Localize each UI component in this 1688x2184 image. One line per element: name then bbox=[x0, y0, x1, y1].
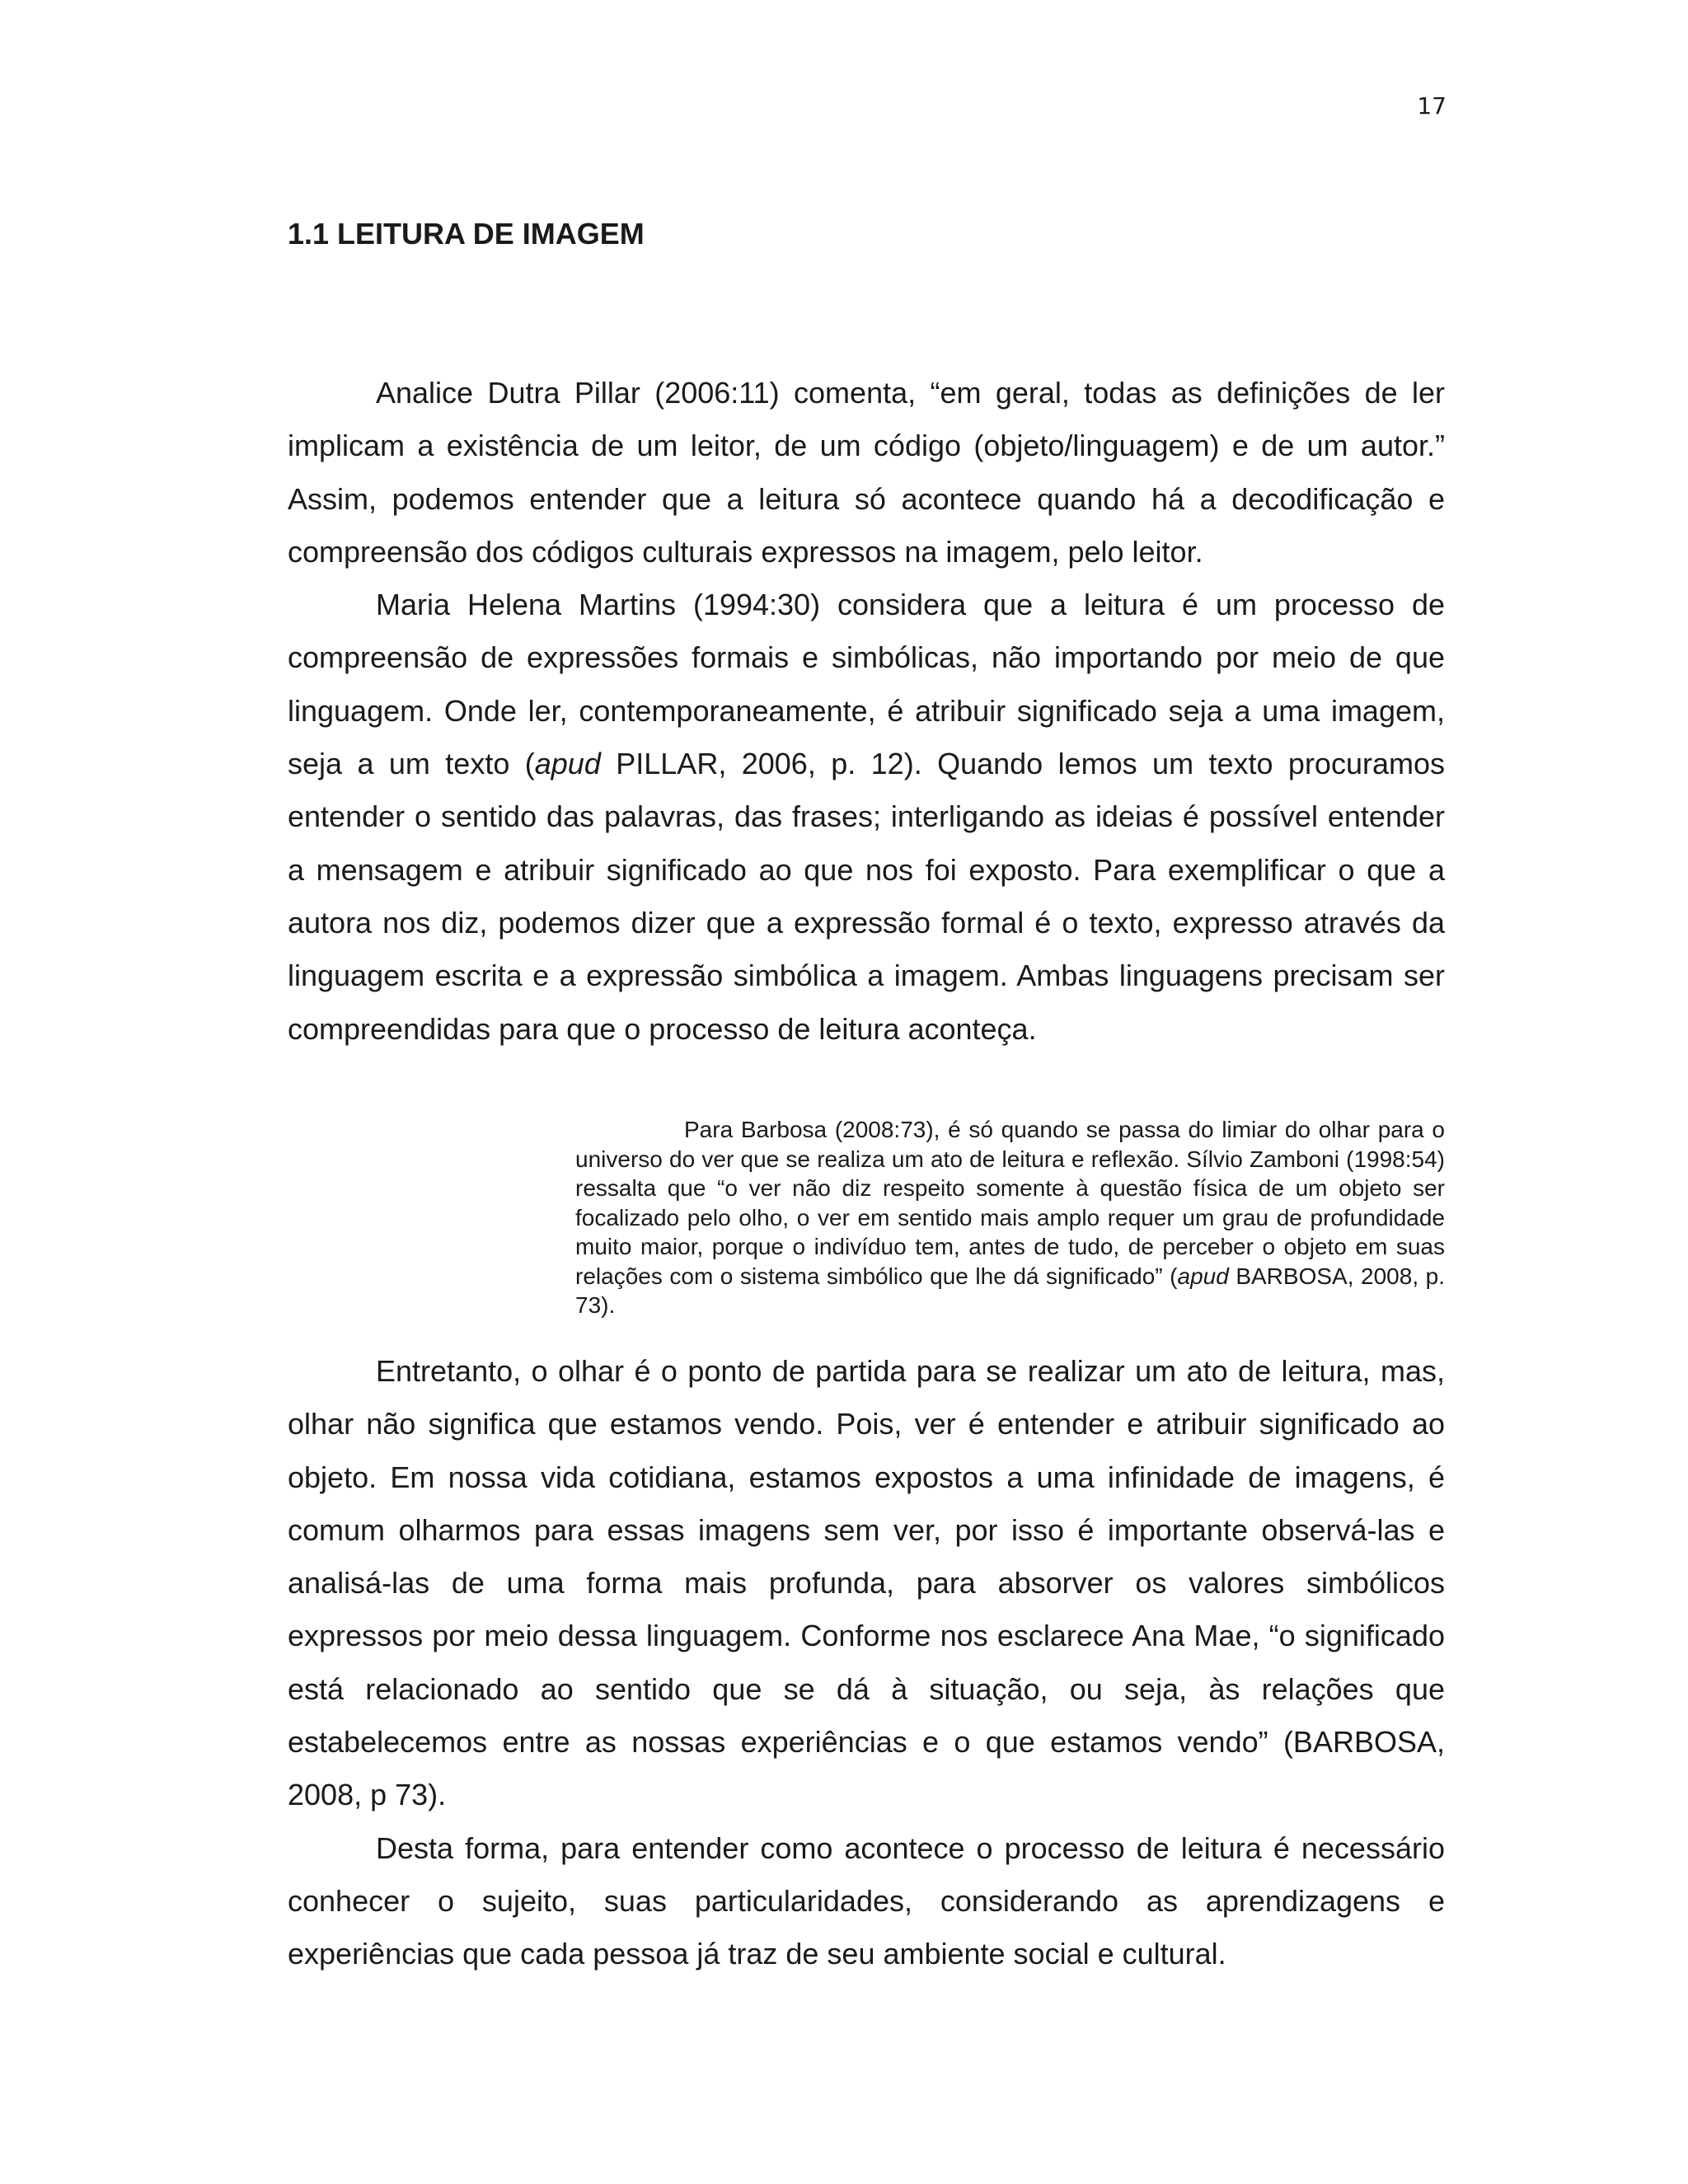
block-quote-text-2: BARBOSA, 2008, p. 73). bbox=[575, 1263, 1445, 1318]
block-quote-italic: apud bbox=[1177, 1263, 1229, 1289]
block-quote-text-1: Para Barbosa (2008:73), é só quando se passa do limiar do olhar para o universo do ver que se realiza um ato de leitura e reflexão. Sílvio Zamboni (1998:54) ressalta que “o ver não diz respeito somente à questão física de um objeto ser focalizado pelo olho, o ver em sentido mais amplo requer um grau de profundidade muito maior, porque o indivíduo tem, antes de tudo, de perceber o objeto em suas relações com o sistema simbólico que lhe dá significado” ( bbox=[575, 1117, 1445, 1289]
paragraph-martins-text-2: PILLAR, 2006, p. 12). Quando lemos um texto procuramos entender o sentido das palavras, das frases; interligando as ideias é possível entender a mensagem e atribuir significado ao que nos foi exposto. Para exemplificar o que a autora nos diz, podemos dizer que a expressão formal é o texto, expresso através da linguagem escrita e a expressão simbólica a imagem. Ambas linguagens precisam ser compreendidas para que o processo de leitura aconteça. bbox=[288, 747, 1445, 1046]
paragraph-martins-text-1: Maria Helena Martins (1994:30) considera que a leitura é um processo de compreensão de expressões formais e simbólicas, não importando por meio de que linguagem. Onde ler, contemporaneamente, é atribuir significado seja a uma imagem, seja a um texto ( bbox=[288, 588, 1445, 781]
paragraph-martins bbox=[288, 579, 1445, 1056]
body-text-bottom bbox=[288, 1345, 1445, 1981]
page-number: 17 bbox=[1417, 92, 1447, 120]
paragraph-martins-italic: apud bbox=[534, 747, 601, 781]
block-quote bbox=[575, 1115, 1445, 1320]
paragraph-pillar: Analice Dutra Pillar (2006:11) comenta, “em geral, todas as definições de ler implicam a existência de um leitor, de um código (objeto/linguagem) e de um autor.” Assim, podemos entender que a leitura só acontece quando há a decodificação e compreensão dos códigos culturais expressos na imagem, pelo leitor. bbox=[288, 376, 1445, 569]
paragraph-desta-forma: Desta forma, para entender como acontece o processo de leitura é necessário conhecer o sujeito, suas particularidades, considerando as aprendizagens e experiências que cada pessoa já traz de seu ambiente social e cultural. bbox=[288, 1830, 1445, 1971]
paragraph-entretanto: Entretanto, o olhar é o ponto de partida para se realizar um ato de leitura, mas, olhar não significa que estamos vendo. Pois, ver é entender e atribuir significado ao objeto. Em nossa vida cotidiana, estamos expostos a uma infinidade de imagens, é comum olharmos para essas imagens sem ver, por isso é importante observá-las e analisá-las de uma forma mais profunda, para absorver os valores simbólicos expressos por meio dessa linguagem. Conforme nos esclarece Ana Mae, “o significado está relacionado ao sentido que se dá à situação, ou seja, às relações que estabelecemos entre as nossas experiências e o que estamos vendo” (BARBOSA, 2008, p 73). bbox=[288, 1354, 1445, 1812]
section-heading: 1.1 LEITURA DE IMAGEM bbox=[288, 217, 645, 251]
body-text-top bbox=[288, 367, 1445, 1056]
